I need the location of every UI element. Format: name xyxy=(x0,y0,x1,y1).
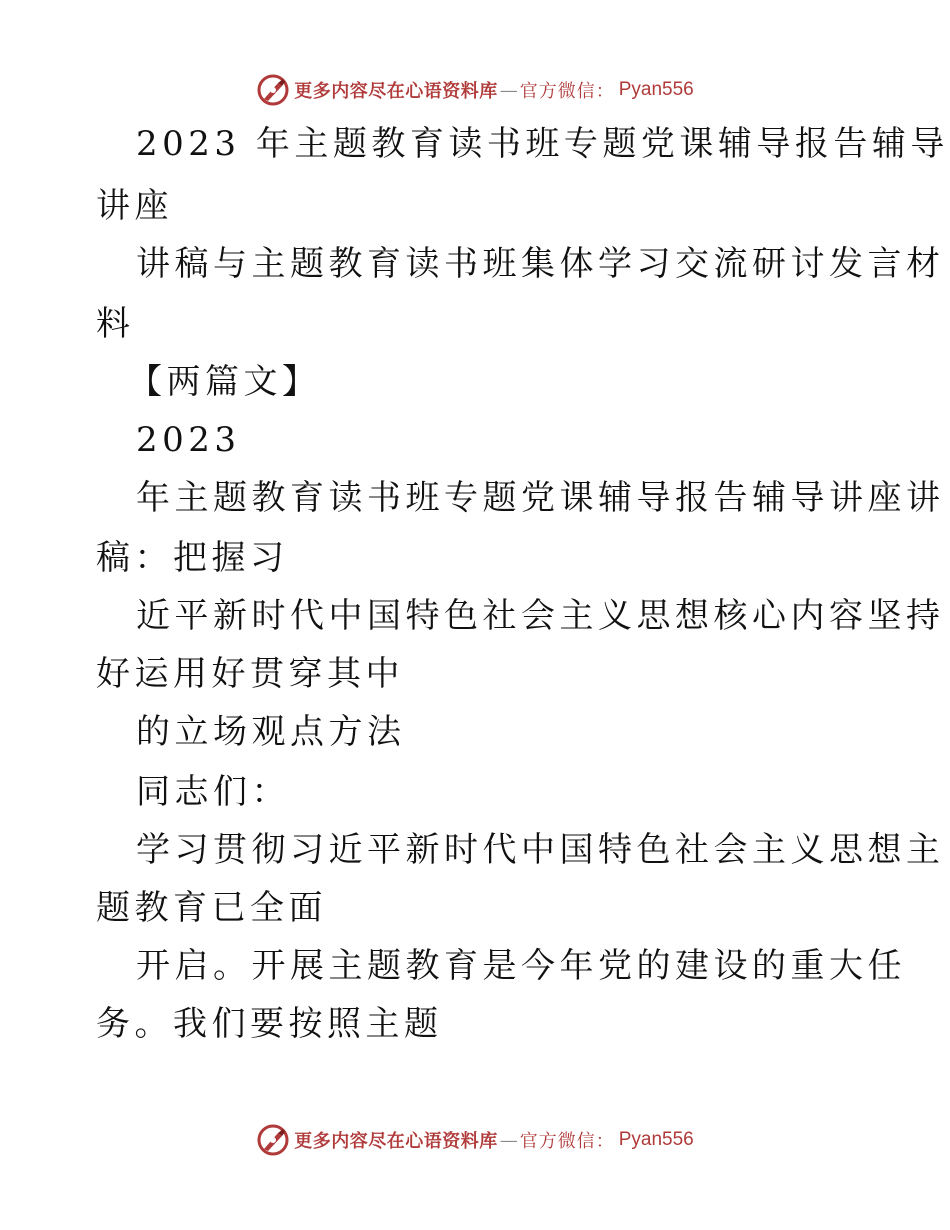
salutation: 同志们： xyxy=(136,772,290,812)
title-line-3: 讲稿与主题教育读书班集体学习交流研讨发言材 xyxy=(136,244,945,284)
footer-banner-separator: — xyxy=(499,1129,518,1151)
footer-banner-text: 更多内容尽在心语资料库 xyxy=(294,1131,498,1152)
subtitle-line-5: 的立场观点方法 xyxy=(136,712,406,752)
subtitle-line-3: 近平新时代中国特色社会主义思想核心内容坚持 xyxy=(136,596,945,636)
footer-banner-id: Pyan556 xyxy=(618,1129,694,1150)
pen-logo-icon xyxy=(256,1123,290,1157)
header-banner-sub: 官方微信： xyxy=(519,81,615,102)
header-banner-id: Pyan556 xyxy=(618,79,694,100)
title-line-2: 讲座 xyxy=(96,186,173,226)
pen-logo-icon xyxy=(256,73,290,107)
footer-banner-sub: 官方微信： xyxy=(519,1131,615,1152)
header-banner-text: 更多内容尽在心语资料库 xyxy=(294,81,498,102)
subtitle-year: 2023 xyxy=(136,420,241,460)
paragraph-line-2: 题教育已全面 xyxy=(96,888,327,928)
header-banner-separator: — xyxy=(499,79,518,101)
title-line-4: 料 xyxy=(96,304,135,344)
subtitle-line-2: 稿：把握习 xyxy=(96,538,289,578)
paragraph-line-4: 务。我们要按照主题 xyxy=(96,1004,443,1044)
footer-banner xyxy=(0,1120,950,1160)
subtitle-line-4: 好运用好贯穿其中 xyxy=(96,654,404,694)
title-line-1: 2023 年主题教育读书班专题党课辅导报告辅导 xyxy=(136,124,949,164)
article-count-label: 【两篇文】 xyxy=(128,362,321,402)
paragraph-line-3: 开启。开展主题教育是今年党的建设的重大任 xyxy=(136,946,906,986)
paragraph-line-1: 学习贯彻习近平新时代中国特色社会主义思想主 xyxy=(136,830,945,870)
header-banner xyxy=(0,70,950,110)
subtitle-line-1: 年主题教育读书班专题党课辅导报告辅导讲座讲 xyxy=(136,478,945,518)
